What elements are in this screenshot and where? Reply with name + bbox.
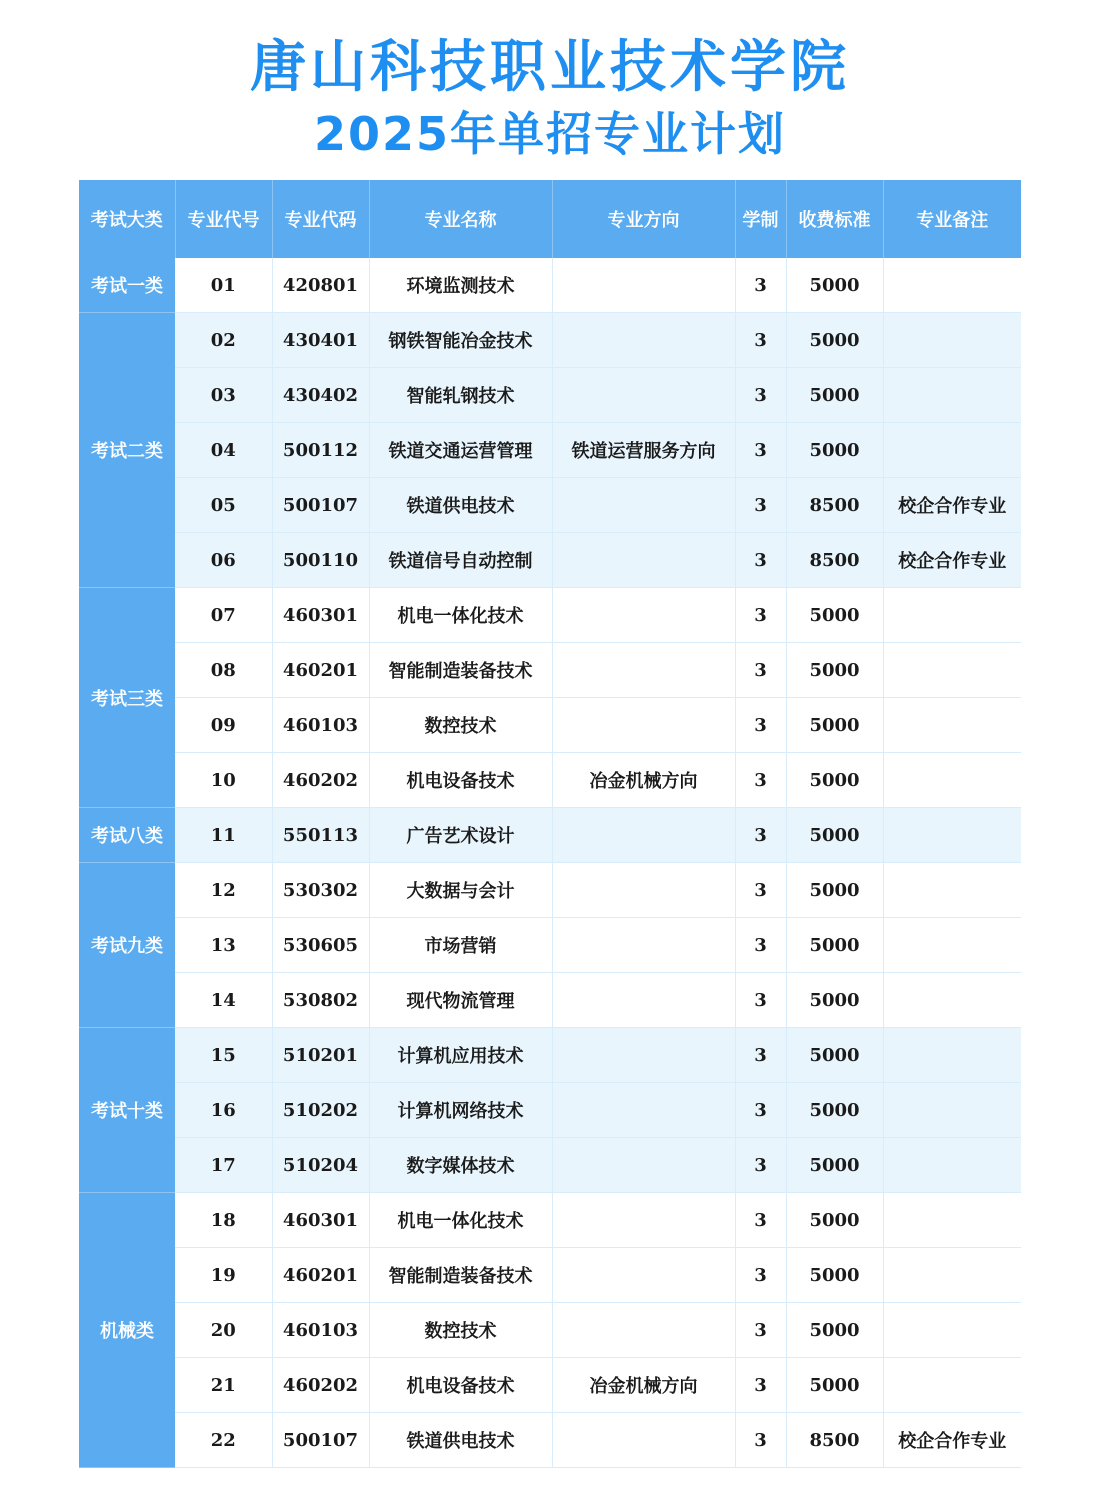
major-number-cell: 01 [175,258,272,313]
major-name-cell: 铁道供电技术 [369,478,552,533]
table-row [79,1248,1021,1303]
table-row [79,478,1021,533]
remarks-cell [883,1193,1021,1248]
major-code-cell: 510204 [272,1138,369,1193]
school-name: 唐山科技职业技术学院 [250,35,850,100]
duration-cell: 3 [735,313,786,368]
major-number-cell: 11 [175,808,272,863]
tuition-cell: 5000 [786,1138,883,1193]
major-direction-cell [552,313,735,368]
major-code-cell: 510202 [272,1083,369,1138]
major-code-cell: 500110 [272,533,369,588]
exam-category-cell: 考试八类 [79,808,175,863]
exam-category-cell: 机械类 [79,1193,175,1468]
major-name-cell: 广告艺术设计 [369,808,552,863]
remarks-cell [883,588,1021,643]
tuition-cell: 8500 [786,533,883,588]
tuition-cell: 5000 [786,1028,883,1083]
major-code-cell: 460202 [272,1358,369,1413]
table-row [79,423,1021,478]
tuition-cell: 5000 [786,643,883,698]
major-code-cell: 460201 [272,643,369,698]
table-row [79,258,1021,313]
tuition-cell: 5000 [786,808,883,863]
major-name-cell: 数控技术 [369,698,552,753]
duration-cell: 3 [735,1248,786,1303]
tuition-cell: 5000 [786,1248,883,1303]
exam-category-cell: 考试一类 [79,258,175,313]
major-name-cell: 机电设备技术 [369,753,552,808]
remarks-cell [883,1303,1021,1358]
duration-cell: 3 [735,1028,786,1083]
major-number-cell: 06 [175,533,272,588]
major-direction-cell [552,533,735,588]
major-code-cell: 530302 [272,863,369,918]
major-direction-cell [552,698,735,753]
major-number-cell: 12 [175,863,272,918]
major-direction-cell [552,368,735,423]
tuition-cell: 5000 [786,863,883,918]
tuition-cell: 5000 [786,258,883,313]
major-code-cell: 500107 [272,478,369,533]
major-code-cell: 530605 [272,918,369,973]
major-code-cell: 430401 [272,313,369,368]
table-row [79,1358,1021,1413]
tuition-cell: 5000 [786,753,883,808]
remarks-cell: 校企合作专业 [883,1413,1021,1468]
duration-cell: 3 [735,1413,786,1468]
duration-cell: 3 [735,1083,786,1138]
table-row [79,698,1021,753]
major-number-cell: 13 [175,918,272,973]
major-number-cell: 15 [175,1028,272,1083]
header-major-code: 专业代码 [272,180,369,258]
major-code-cell: 510201 [272,1028,369,1083]
major-name-cell: 数字媒体技术 [369,1138,552,1193]
major-name-cell: 数控技术 [369,1303,552,1358]
major-direction-cell [552,258,735,313]
major-code-cell: 550113 [272,808,369,863]
duration-cell: 3 [735,1193,786,1248]
major-name-cell: 铁道供电技术 [369,1413,552,1468]
header-remarks: 专业备注 [883,180,1021,258]
remarks-cell [883,808,1021,863]
table-row [79,918,1021,973]
major-direction-cell [552,918,735,973]
table-row [79,753,1021,808]
major-code-cell: 500112 [272,423,369,478]
tuition-cell: 5000 [786,1083,883,1138]
major-name-cell: 市场营销 [369,918,552,973]
duration-cell: 3 [735,368,786,423]
major-direction-cell [552,1028,735,1083]
tuition-cell: 5000 [786,1193,883,1248]
remarks-cell [883,368,1021,423]
major-number-cell: 02 [175,313,272,368]
major-code-cell: 460301 [272,588,369,643]
major-name-cell: 大数据与会计 [369,863,552,918]
header-tuition: 收费标准 [786,180,883,258]
title-block [0,0,1100,180]
major-direction-cell [552,1303,735,1358]
major-code-cell: 460202 [272,753,369,808]
duration-cell: 3 [735,533,786,588]
major-direction-cell [552,1083,735,1138]
major-direction-cell [552,1413,735,1468]
major-direction-cell [552,808,735,863]
tuition-cell: 8500 [786,1413,883,1468]
remarks-cell [883,698,1021,753]
major-name-cell: 智能制造装备技术 [369,1248,552,1303]
tuition-cell: 5000 [786,1303,883,1358]
major-code-cell: 460103 [272,1303,369,1358]
duration-cell: 3 [735,643,786,698]
major-code-cell: 460201 [272,1248,369,1303]
major-number-cell: 10 [175,753,272,808]
major-code-cell: 460103 [272,698,369,753]
table-row [79,863,1021,918]
table-row [79,313,1021,368]
remarks-cell [883,973,1021,1028]
tuition-cell: 5000 [786,423,883,478]
duration-cell: 3 [735,1138,786,1193]
major-name-cell: 环境监测技术 [369,258,552,313]
duration-cell: 3 [735,863,786,918]
remarks-cell: 校企合作专业 [883,533,1021,588]
major-number-cell: 16 [175,1083,272,1138]
remarks-cell [883,643,1021,698]
major-number-cell: 17 [175,1138,272,1193]
major-direction-cell [552,863,735,918]
table-row [79,973,1021,1028]
major-number-cell: 14 [175,973,272,1028]
duration-cell: 3 [735,973,786,1028]
duration-cell: 3 [735,698,786,753]
table-header-row [79,180,1021,258]
remarks-cell [883,1248,1021,1303]
duration-cell: 3 [735,258,786,313]
exam-category-cell: 考试三类 [79,588,175,808]
major-code-cell: 430402 [272,368,369,423]
major-number-cell: 07 [175,588,272,643]
exam-category-cell: 考试二类 [79,313,175,588]
major-number-cell: 20 [175,1303,272,1358]
major-name-cell: 铁道信号自动控制 [369,533,552,588]
major-number-cell: 03 [175,368,272,423]
major-number-cell: 21 [175,1358,272,1413]
table-row [79,1028,1021,1083]
major-name-cell: 智能制造装备技术 [369,643,552,698]
remarks-cell [883,423,1021,478]
table-row [79,1193,1021,1248]
remarks-cell [883,258,1021,313]
plan-title: 2025年单招专业计划 [313,107,787,161]
major-name-cell: 机电设备技术 [369,1358,552,1413]
table-row [79,808,1021,863]
major-name-cell: 智能轧钢技术 [369,368,552,423]
major-number-cell: 18 [175,1193,272,1248]
major-name-cell: 计算机网络技术 [369,1083,552,1138]
duration-cell: 3 [735,588,786,643]
remarks-cell [883,753,1021,808]
major-name-cell: 计算机应用技术 [369,1028,552,1083]
remarks-cell [883,863,1021,918]
major-name-cell: 钢铁智能冶金技术 [369,313,552,368]
remarks-cell [883,1358,1021,1413]
remarks-cell [883,1028,1021,1083]
duration-cell: 3 [735,753,786,808]
major-code-cell: 530802 [272,973,369,1028]
major-number-cell: 09 [175,698,272,753]
major-direction-cell [552,588,735,643]
header-major-number: 专业代号 [175,180,272,258]
header-major-direction: 专业方向 [552,180,735,258]
major-name-cell: 机电一体化技术 [369,588,552,643]
major-number-cell: 08 [175,643,272,698]
tuition-cell: 5000 [786,368,883,423]
major-name-cell: 现代物流管理 [369,973,552,1028]
tuition-cell: 5000 [786,313,883,368]
header-major-name: 专业名称 [369,180,552,258]
tuition-cell: 5000 [786,1358,883,1413]
duration-cell: 3 [735,478,786,533]
duration-cell: 3 [735,808,786,863]
major-plan-table [79,180,1021,1468]
major-direction-cell: 冶金机械方向 [552,753,735,808]
major-code-cell: 460301 [272,1193,369,1248]
major-direction-cell [552,1248,735,1303]
exam-category-cell: 考试九类 [79,863,175,1028]
tuition-cell: 5000 [786,588,883,643]
remarks-cell [883,1138,1021,1193]
duration-cell: 3 [735,423,786,478]
remarks-cell [883,313,1021,368]
tuition-cell: 5000 [786,698,883,753]
header-duration: 学制 [735,180,786,258]
remarks-cell [883,918,1021,973]
major-number-cell: 04 [175,423,272,478]
tuition-cell: 8500 [786,478,883,533]
remarks-cell [883,1083,1021,1138]
table-row [79,1083,1021,1138]
major-code-cell: 500107 [272,1413,369,1468]
major-name-cell: 铁道交通运营管理 [369,423,552,478]
major-direction-cell [552,1138,735,1193]
table-row [79,643,1021,698]
table-row [79,588,1021,643]
remarks-cell: 校企合作专业 [883,478,1021,533]
major-direction-cell [552,478,735,533]
tuition-cell: 5000 [786,973,883,1028]
major-number-cell: 19 [175,1248,272,1303]
major-number-cell: 05 [175,478,272,533]
duration-cell: 3 [735,918,786,973]
table-body [79,258,1021,1468]
duration-cell: 3 [735,1358,786,1413]
major-direction-cell: 冶金机械方向 [552,1358,735,1413]
exam-category-cell: 考试十类 [79,1028,175,1193]
major-direction-cell [552,1193,735,1248]
tuition-cell: 5000 [786,918,883,973]
major-direction-cell [552,973,735,1028]
major-name-cell: 机电一体化技术 [369,1193,552,1248]
table-row [79,1303,1021,1358]
major-direction-cell: 铁道运营服务方向 [552,423,735,478]
table-row [79,1138,1021,1193]
major-code-cell: 420801 [272,258,369,313]
major-direction-cell [552,643,735,698]
table-row [79,533,1021,588]
header-exam-category: 考试大类 [79,180,175,258]
major-number-cell: 22 [175,1413,272,1468]
table-row [79,368,1021,423]
table-row [79,1413,1021,1468]
duration-cell: 3 [735,1303,786,1358]
